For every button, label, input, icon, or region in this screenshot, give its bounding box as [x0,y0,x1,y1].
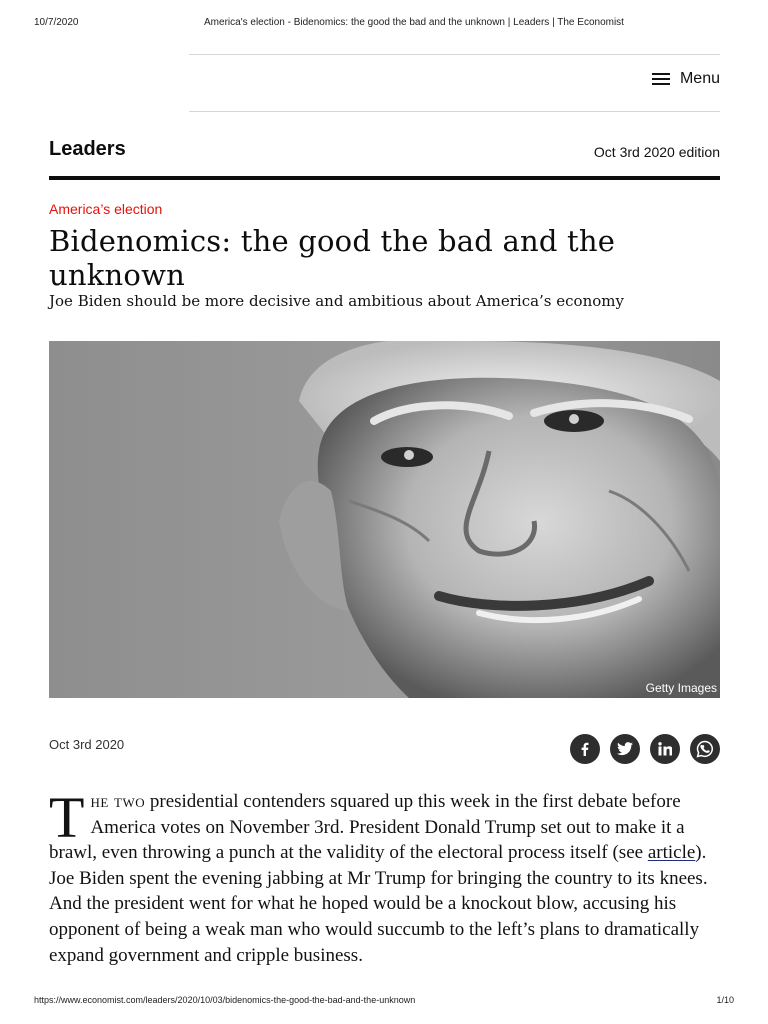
lead-smallcaps: he two [90,791,146,812]
drop-cap: T [49,785,85,850]
section-bar [49,138,720,168]
print-url: https://www.economist.com/leaders/2020/10/03/bidenomics-the-good-the-bad-and-the-unknown [34,995,416,1005]
portrait-photo [49,341,720,698]
edition-link[interactable]: Oct 3rd 2020 edition [593,144,720,160]
article-body [49,785,720,968]
article-rubric[interactable]: America’s election [49,201,163,217]
header-divider-top [189,54,720,55]
menu-button[interactable] [652,70,720,88]
hamburger-icon [652,72,670,86]
section-link-leaders[interactable]: Leaders [49,138,126,160]
print-date: 10/7/2020 [34,17,79,28]
image-credit: Getty Images [645,681,717,695]
body-text-part-1: presidential contenders squared up this week in the first debate before America votes on November 3rd. President Donald Trump set out to make it a brawl, even throwing a punch at the validity of the electoral process itself (see [49,791,685,864]
article-inline-link[interactable]: article [647,842,696,864]
publish-date: Oct 3rd 2020 [49,737,125,752]
share-buttons [570,734,720,764]
share-facebook-button[interactable] [570,734,600,764]
hero-image [49,341,720,698]
print-page-number: 1/10 [716,995,734,1005]
whatsapp-icon [696,740,714,758]
header-divider-bottom [189,111,720,112]
share-whatsapp-button[interactable] [690,734,720,764]
section-rule [49,176,720,180]
share-linkedin-button[interactable] [650,734,680,764]
article-headline: Bidenomics: the good the bad and the unknown [49,224,616,292]
facebook-icon [578,742,592,756]
article-standfirst: Joe Biden should be more decisive and ambitious about America’s economy [49,292,624,310]
linkedin-icon [658,742,672,756]
body-text-part-2: ). Joe Biden spent the evening jabbing at Mr Trump for bringing the country to its knees. And the president went for what he hoped would be a knockout blow, accusing his opponent of being a weak man who would succumb to the left’s plans to dramatically expand government and cripple business. [49,842,708,966]
menu-label: Menu [679,70,720,87]
print-document-title: America's election - Bidenomics: the good the bad and the unknown | Leaders | The Economist [204,17,624,28]
share-twitter-button[interactable] [610,734,640,764]
twitter-icon [617,742,633,756]
